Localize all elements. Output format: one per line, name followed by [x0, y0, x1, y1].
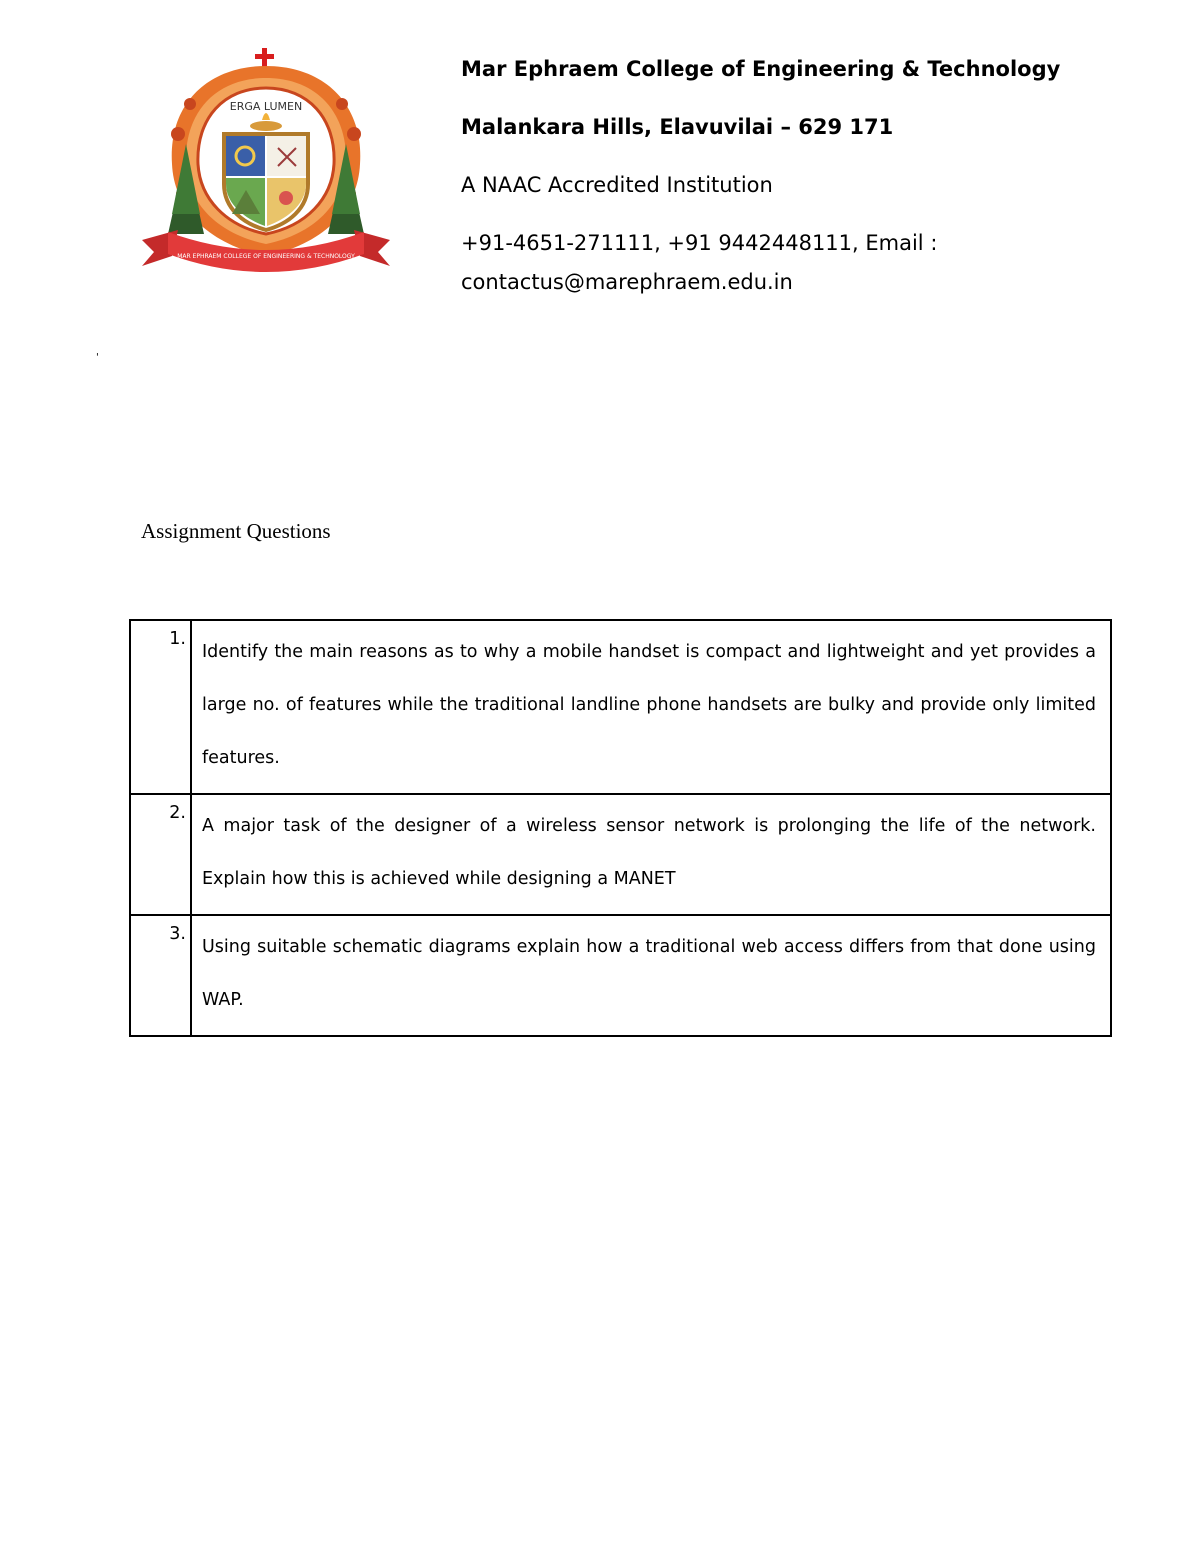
svg-text:ERGA LUMEN: ERGA LUMEN: [229, 100, 303, 113]
college-emblem-icon: [138, 44, 394, 280]
college-logo: [138, 44, 394, 280]
question-text-cell: [191, 620, 1111, 794]
section-title: Assignment Questions: [141, 519, 331, 543]
question-number: 1.: [130, 620, 191, 794]
contact-email-address: contactus@marephraem.edu.in: [461, 270, 793, 294]
question-row: [130, 915, 1111, 1036]
question-text: A major task of the designer of a wireless sensor network is prolonging the life of the network. Explain how this is achieved while designing a MANET: [202, 816, 1096, 889]
questions-table: [129, 619, 1112, 1037]
question-row: [130, 794, 1111, 915]
question-text: Using suitable schematic diagrams explain how a traditional web access differs from that done using WAP.: [202, 937, 1096, 1010]
question-text-cell: [191, 915, 1111, 1036]
college-address: Malankara Hills, Elavuvilai – 629 171: [461, 115, 894, 139]
contact-phone-email: +91-4651-271111, +91 9442448111, Email :: [461, 231, 938, 255]
college-accreditation: A NAAC Accredited Institution: [461, 173, 773, 197]
question-text-cell: [191, 794, 1111, 915]
college-name: Mar Ephraem College of Engineering & Technology: [461, 57, 1061, 81]
college-header: [461, 50, 1161, 302]
shield-icon: [224, 134, 308, 230]
question-number: 2.: [130, 794, 191, 915]
svg-text:MAR EPHRAEM COLLEGE OF ENGINEE: MAR EPHRAEM COLLEGE OF ENGINEERING & TECHNOLOGY: [177, 253, 355, 260]
question-row: [130, 620, 1111, 794]
question-number: 3.: [130, 915, 191, 1036]
stray-mark: ': [96, 352, 99, 363]
question-text: Identify the main reasons as to why a mobile handset is compact and lightweight and yet provides a large no. of features while the traditional landline phone handsets are bulky and provide only limited features.: [202, 642, 1096, 768]
